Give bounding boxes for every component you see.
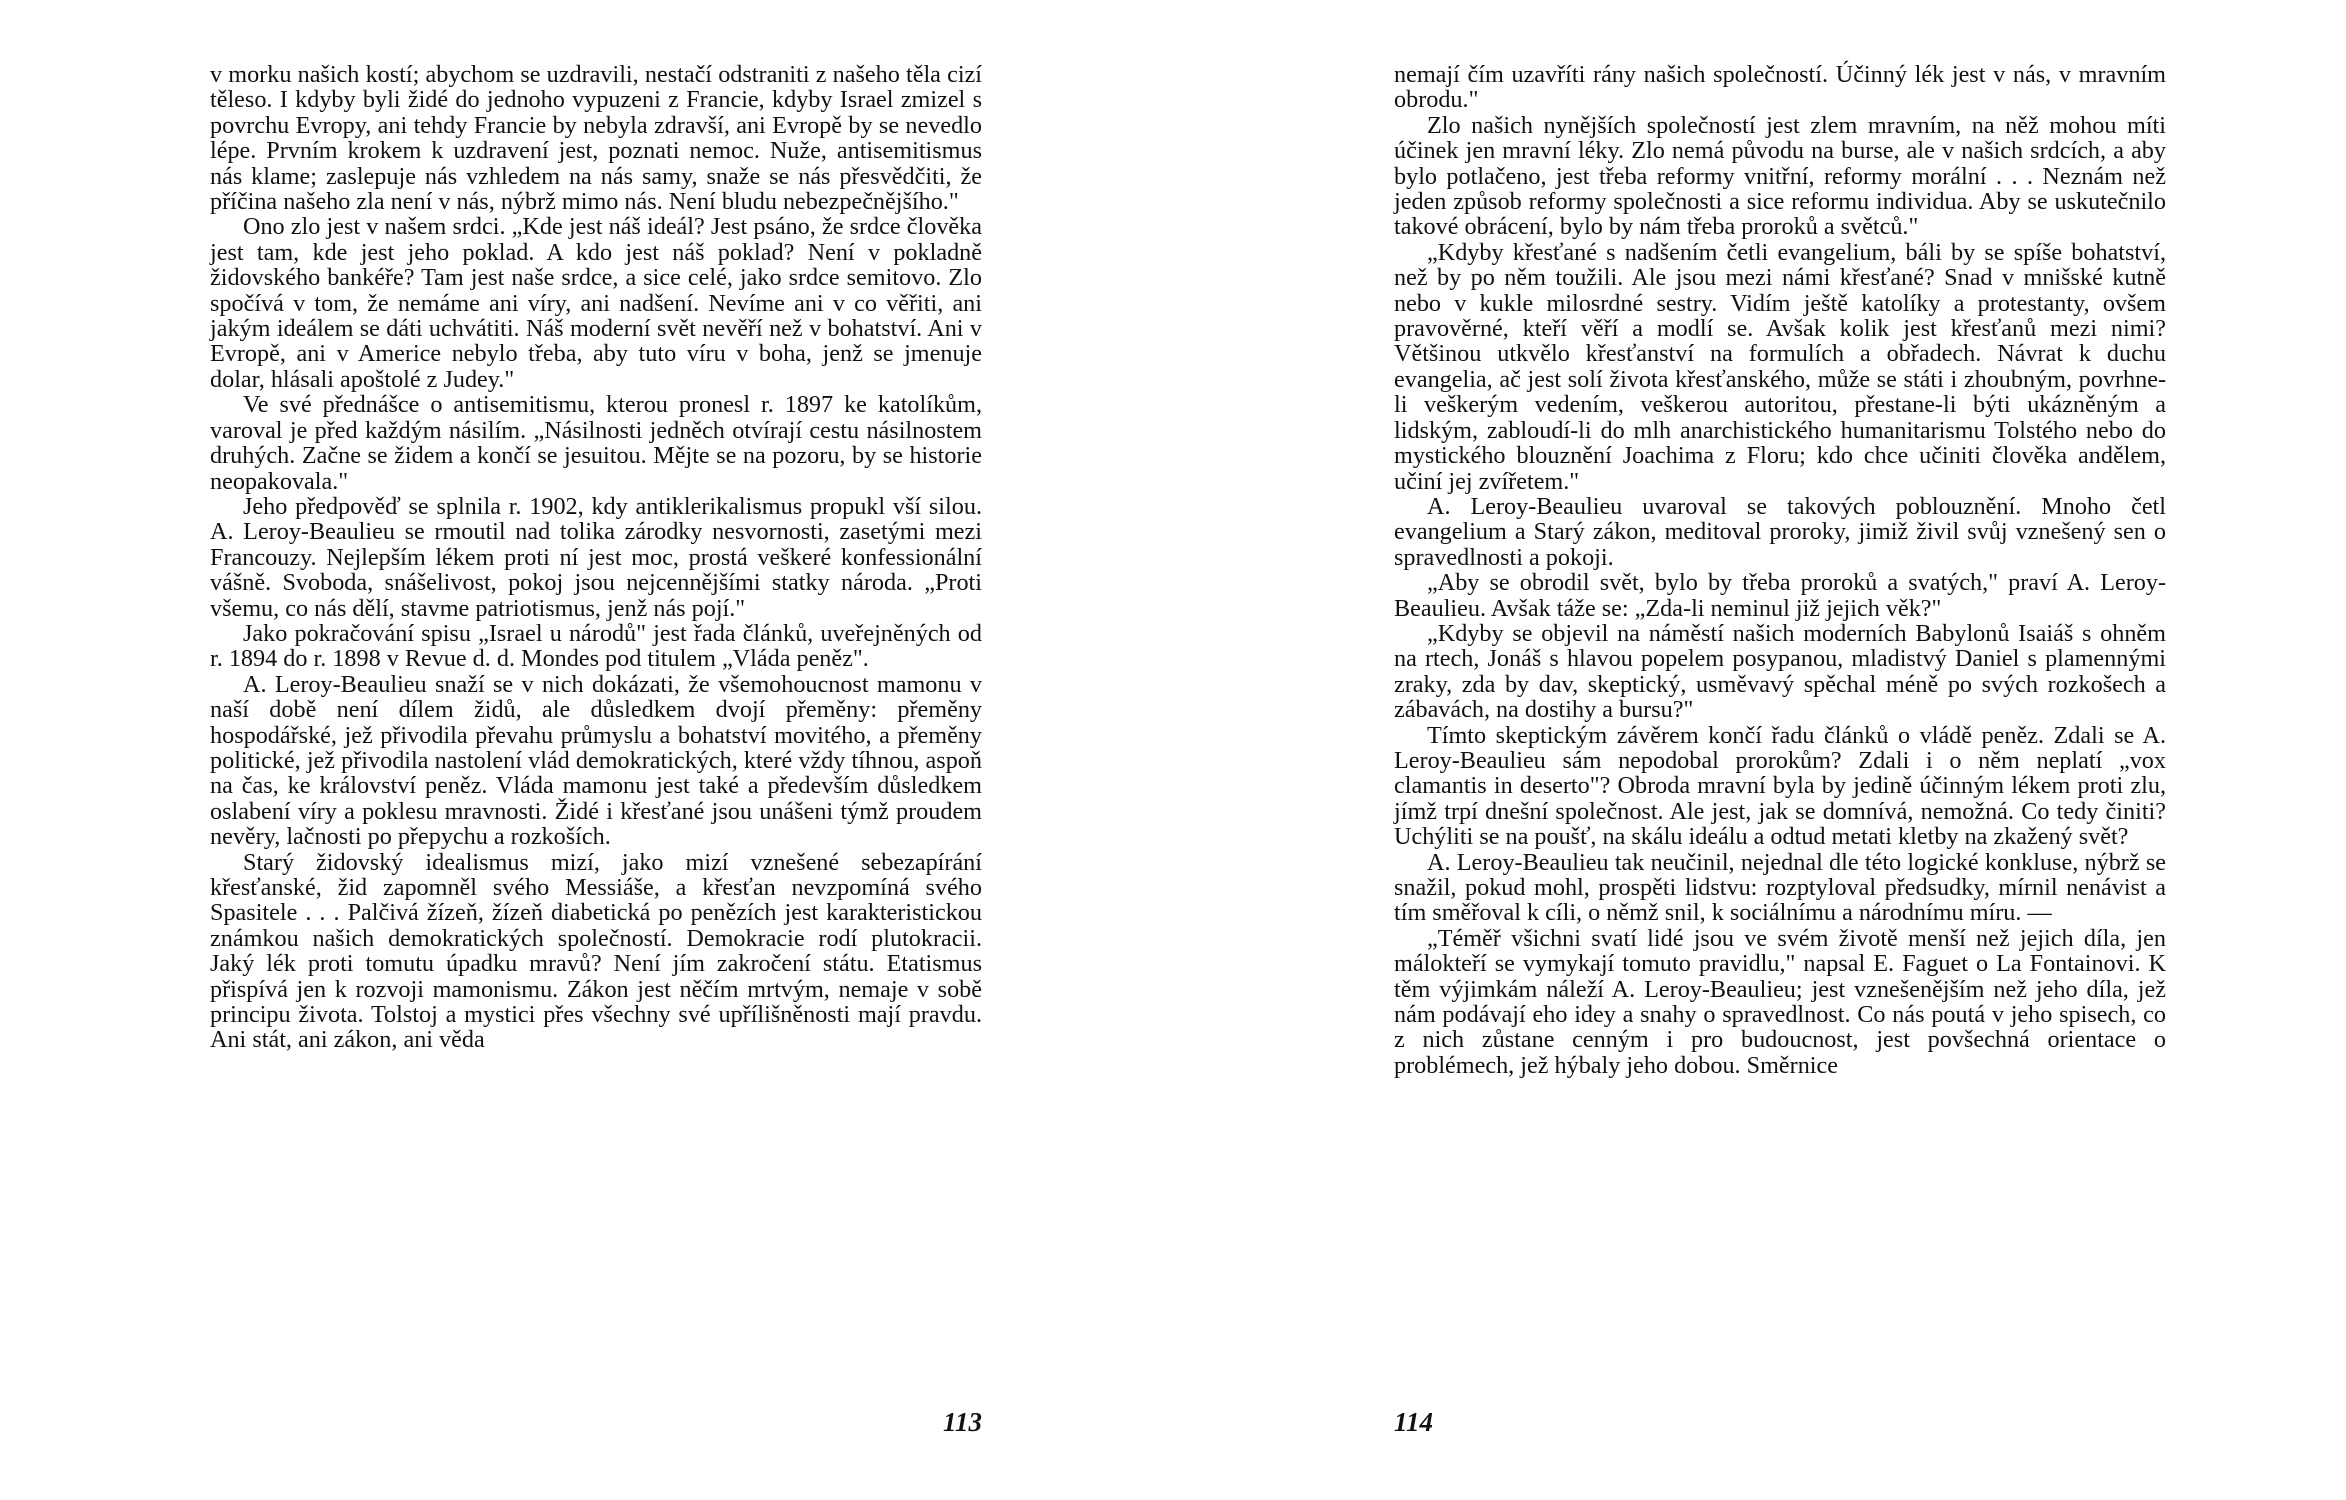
right-paragraph-5: „Aby se obrodil svět, bylo by třeba proroků a svatých," praví A. Leroy-Beaulieu. Avšak táže se: „Zda-li neminul již jejich věk?"	[1394, 569, 2166, 622]
right-page	[1394, 61, 2166, 1437]
right-paragraph-2: Zlo našich nynějších společností jest zlem mravním, na něž mohou míti účinek jen mravní léky. Zlo nemá původu na burse, ale v našich srdcích, a aby bylo potlačeno, jest třeba reformy vnitřní, reformy morální . . . Neznám než jeden způsob reformy společnosti a sice reformu individua. Aby se uskutečnilo takové obrácení, bylo by nám třeba proroků a světců."	[1394, 111, 2166, 241]
left-paragraph-1: v morku našich kostí; abychom se uzdravili, nestačí odstraniti z našeho těla cizí těleso. I kdyby byli židé do jednoho vypuzeni z Francie, kdyby Israel zmizel s povrchu Evropy, ani tehdy Francie by nebyla zdravší, ani Evropě by se nevedlo lépe. Prvním krokem k uzdravení jest, poznati nemoc. Nuže, antisemitismus nás klame; zaslepuje nás vzhledem na nás samy, snaže se nás přesvědčiti, že příčina našeho zla není v nás, nýbrž mimo nás. Není bludu nebezpečnějšího."	[210, 61, 982, 216]
right-paragraph-3: „Kdyby křesťané s nadšením četli evangelium, báli by se spíše bohatství, než by po něm toužili. Ale jsou mezi námi křesťané? Snad v mnišské kutně nebo v kukle milosrdné sestry. Vidím ještě katolíky a protestanty, ovšem pravověrné, kteří věří a modlí se. Avšak kolik jest křesťanů mezi nimi? Většinou utkvělo křesťanství na formulích a obřadech. Návrat k duchu evangelia, ač jest solí života křesťanského, může se státi i zhoubným, povrhne-li veškerým vedením, veškerou autoritou, přestane-li býti ukázněným a lidským, zabloudí-li do mlh anarchistického humanitarismu Tolstého nebo do mystického blouznění Joachima z Floru; kdo chce učiniti člověka andělem, učiní jej zvířetem."	[1394, 238, 2166, 495]
right-paragraph-8: A. Leroy-Beaulieu tak neučinil, nejednal dle této logické konkluse, nýbrž se snažil, pokud mohl, prospěti lidstvu: rozptyloval předsudky, mírnil nenávist a tím směřoval k cíli, o němž snil, k sociálnímu a národnímu míru. —	[1394, 848, 2166, 927]
right-paragraph-9: „Téměř všichni svatí lidé jsou ve svém životě menší než jejich díla, jen málokteří se vymykají tomuto pravidlu," napsal E. Faguet o La Fontainovi. K těm výjimkám náleží A. Leroy-Beaulieu; jest vznešenějším než jeho díla, jež nám podávají eho idey a snahy o spravedlnost. Co nás poutá v jeho spisech, co z nich zůstane cenným i pro budoucnost, jest povšechná orientace o problémech, jež hýbaly jeho dobou. Směrnice	[1394, 924, 2166, 1079]
right-paragraph-4: A. Leroy-Beaulieu uvaroval se takových poblouznění. Mnoho četl evangelium a Starý zákon, meditoval proroky, jimiž živil svůj vznešený sen o spravedlnosti a pokoji.	[1394, 492, 2166, 571]
right-page-text	[1394, 62, 2166, 1078]
left-paragraph-3: Ve své přednášce o antisemitismu, kterou pronesl r. 1897 ke katolíkům, varoval je před každým násilím. „Násilnosti jedněch otvírají cestu násilnostem druhých. Začne se židem a končí se jesuitou. Mějte se na pozoru, by se historie neopakovala."	[210, 391, 982, 495]
left-paragraph-4: Jeho předpověď se splnila r. 1902, kdy antiklerikalismus propukl vší silou. A. Leroy-Beaulieu se rmoutil nad tolika zárodky nesvornosti, zasetými mezi Francouzy. Nejlepším lékem proti ní jest moc, prostá veškeré konfessionální vášně. Svoboda, snášelivost, pokoj jsou nejcennějšími statky národa. „Proti všemu, co nás dělí, stavme patriotismus, jenž nás pojí."	[210, 492, 982, 622]
left-page-text	[210, 62, 982, 1053]
right-paragraph-6: „Kdyby se objevil na náměstí našich moderních Babylonů Isaiáš s ohněm na rtech, Jonáš s hlavou popelem posypanou, mladistvý Daniel s plamennými zraky, zda by dav, skeptický, usměvavý spěchal méně po svých rozkošech a zábavách, na dostihy a bursu?"	[1394, 619, 2166, 724]
left-paragraph-7: Starý židovský idealismus mizí, jako mizí vznešené sebezapírání křesťanské, žid zapomněl svého Messiáše, a křesťan nevzpomíná svého Spasitele . . . Palčivá žízeň, žízeň diabetická po penězích jest karakteristickou známkou našich demokratických společností. Demokracie rodí plutokracii. Jaký lék proti tomutu úpadku mravů? Není jím zakročení státu. Etatismus přispívá jen k rozvoji mamonismu. Zákon jest něčím mrtvým, nemaje v sobě principu života. Tolstoj a mystici přes všechny své upřílišněnosti mají pravdu. Ani stát, ani zákon, ani věda	[210, 848, 982, 1054]
right-paragraph-1: nemají čím uzavříti rány našich společností. Účinný lék jest v nás, v mravním obrodu."	[1394, 61, 2166, 114]
page-number-left: 113	[942, 1407, 982, 1437]
left-page	[210, 61, 982, 1437]
page-number-right: 114	[1394, 1407, 1434, 1437]
right-paragraph-7: Tímto skeptickým závěrem končí řadu článků o vládě peněz. Zdali se A. Leroy-Beaulieu sám nepodobal prorokům? Zdali i o něm neplatí „vox clamantis in deserto"? Obroda mravní byla by jedině účinným lékem proti zlu, jímž trpí dnešní společnost. Ale jest, jak se domnívá, nemožná. Co tedy činiti? Uchýliti se na poušť, na skálu ideálu a odtud metati kletby na zkažený svět?	[1394, 721, 2166, 851]
left-paragraph-2: Ono zlo jest v našem srdci. „Kde jest náš ideál? Jest psáno, že srdce člověka jest tam, kde jest jeho poklad. A kdo jest náš poklad? Není v pokladně židovského bankéře? Tam jest naše srdce, a sice celé, jako srdce semitovo. Zlo spočívá v tom, že nemáme ani víry, ani nadšení. Nevíme ani v co věřiti, ani jakým ideálem se dáti uchvátiti. Náš moderní svět nevěří než v bohatství. Ani v Evropě, ani v Americe nebylo třeba, aby tuto víru v boha, jenž se jmenuje dolar, hlásali apoštolé z Judey."	[210, 213, 982, 393]
left-paragraph-5: Jako pokračování spisu „Israel u národů" jest řada článků, uveřejněných od r. 1894 do r. 1898 v Revue d. d. Mondes pod titulem „Vláda peněz".	[210, 619, 982, 673]
left-paragraph-6: A. Leroy-Beaulieu snaží se v nich dokázati, že všemohoucnost mamonu v naší době není dílem židů, ale důsledkem dvojí přeměny: přeměny hospodářské, jež přivodila převahu průmyslu a bohatství movitého, a přeměny politické, jež přivodila nastolení vlád demokratických, které vždy tíhnou, aspoň na čas, ke království peněz. Vláda mamonu jest také a především důsledkem oslabení víry a poklesu mravnosti. Židé i křesťané jsou unášeni týmž proudem nevěry, lačnosti po přepychu a rozkoších.	[210, 670, 982, 851]
